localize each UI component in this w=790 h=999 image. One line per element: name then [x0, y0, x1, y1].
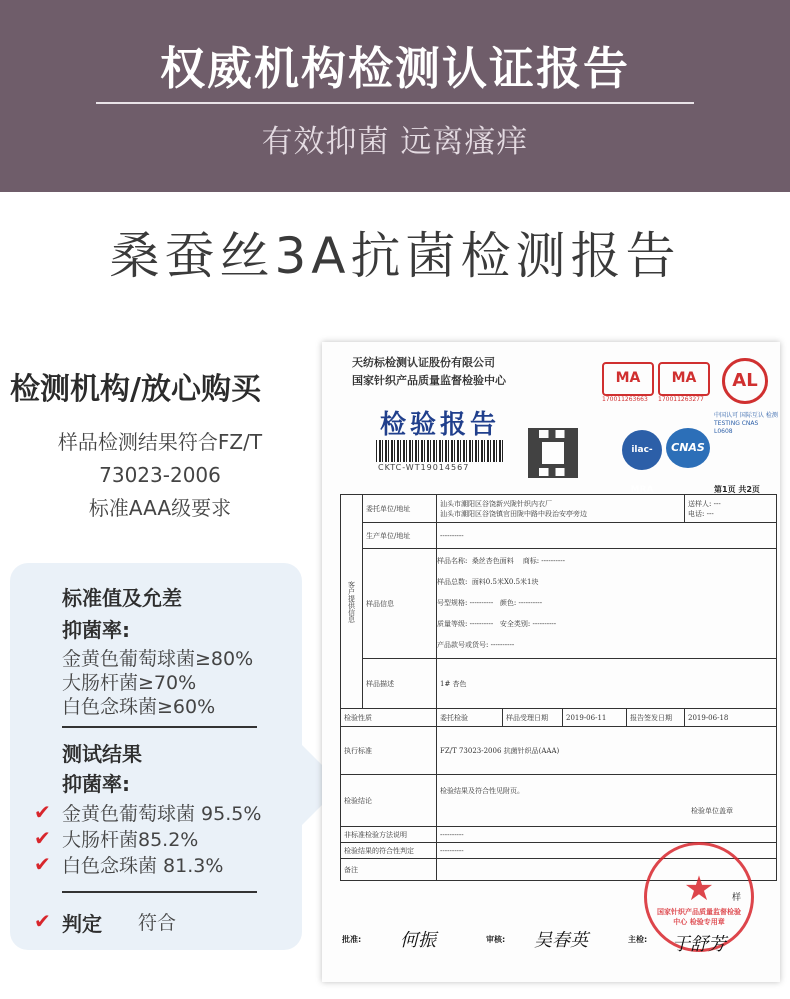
conclusion-stamp-label: 检验单位盖章: [691, 806, 733, 815]
safety-label: 安全类别:: [499, 620, 531, 628]
check-icon: ✔: [34, 800, 51, 824]
verdict-label: 判定: [62, 912, 102, 936]
product-no-label: 产品款号或货号:: [437, 641, 489, 649]
banner-title: 权威机构检测认证报告: [159, 42, 630, 95]
main-test-signature: 于舒芳: [672, 934, 726, 955]
cnas-note: 中国认可 国际互认 检测 TESTING CNAS L0608: [714, 412, 778, 435]
producer-label: 生产单位/地址: [363, 523, 437, 549]
judge-value: ----------: [437, 843, 777, 859]
check-icon: ✔: [34, 909, 51, 933]
main-test-label: 主检:: [628, 935, 648, 944]
dash: ---: [706, 509, 714, 518]
test-type-value: 委托检验: [437, 709, 503, 727]
standard-item: 白色念珠菌≥60%: [62, 696, 216, 718]
contact-label: 送样人:: [688, 499, 712, 508]
standard-item: 金黄色葡萄球菌≥80%: [62, 648, 254, 670]
issue-date-label: 报告签发日期: [627, 709, 685, 727]
client-section-label: 客户提供信息: [341, 495, 363, 709]
issue-date-value: 2019-06-18: [685, 709, 777, 727]
sample-desc-label: 样品描述: [363, 659, 437, 709]
standard-rate-label: 抑菌率:: [62, 618, 130, 642]
cma-seal-icon: MA: [602, 362, 654, 396]
barcode-icon: [376, 440, 504, 462]
report-document: [322, 342, 780, 982]
sample-name-value: 桑丝杏色面料: [471, 557, 514, 565]
report-table: [340, 494, 777, 881]
cma-seal-icon: MA: [658, 362, 710, 396]
check-icon: ✔: [34, 852, 51, 876]
description-line: 73023-2006: [99, 463, 221, 487]
banner-divider: [96, 102, 694, 104]
judge-label: 检验结果的符合性判定: [341, 843, 437, 859]
sample-mark: 样: [732, 893, 742, 903]
company-name: 天纺标检测认证股份有限公司: [352, 356, 495, 369]
conclusion-value: 检验结果及符合性见附页。: [440, 786, 524, 795]
client-unit-value: [437, 495, 685, 523]
result-item: 金黄色葡萄球菌 95.5%: [62, 803, 262, 825]
verdict-value: 符合: [138, 912, 177, 934]
header-banner: [0, 0, 790, 192]
result-item: 大肠杆菌85.2%: [62, 829, 199, 851]
review-signature: 吴春英: [534, 930, 588, 951]
client-name: 汕头市潮阳区谷饶新兴陇针织内衣厂: [440, 499, 552, 508]
cal-seal-icon: AL: [722, 358, 768, 404]
result-heading: 测试结果: [62, 742, 142, 766]
panel-divider: [62, 891, 257, 893]
stamp-text: 国家针织产品质量监督检验中心 检验专用章: [657, 908, 741, 926]
conclusion-cell: [437, 775, 777, 827]
page-title: 桑蚕丝3A抗菌检测报告: [109, 227, 681, 285]
description-line: 标准AAA级要求: [88, 496, 232, 520]
client-unit-label: 委托单位/地址: [363, 495, 437, 523]
client-address: 汕头市潮阳区谷饶镇官田陇中路中段治安亭旁边: [440, 509, 587, 518]
contact-cell: [685, 495, 777, 523]
institution-description: [20, 426, 300, 525]
cnas-icon: CNAS: [666, 428, 710, 468]
institution-title: 检测机构/放心购买: [10, 372, 261, 407]
review-label: 审核:: [486, 935, 506, 944]
sample-qty-label: 样品总数:: [437, 578, 468, 586]
sample-qty-value: 面料0.5米X0.5米1块: [471, 578, 539, 586]
star-icon: ★: [683, 869, 715, 909]
test-type-label: 检验性质: [341, 709, 437, 727]
result-rate-label: 抑菌率:: [62, 772, 130, 796]
nonstd-label: 非标准检验方法说明: [341, 827, 437, 843]
standard-label: 执行标准: [341, 727, 437, 775]
model-label: 号型规格:: [437, 599, 468, 607]
grade-label: 质量等级:: [437, 620, 468, 628]
standard-value: FZ/T 73023-2006 抗菌针织品(AAA): [437, 727, 777, 775]
standard-heading: 标准值及允差: [62, 586, 182, 610]
check-icon: ✔: [34, 826, 51, 850]
cma-number: 170011263277: [658, 396, 704, 403]
dash: ---: [713, 499, 721, 508]
ilac-mra-icon: ilac-MRA: [622, 430, 662, 470]
qr-code-icon: [528, 428, 578, 478]
center-name: 国家针织产品质量监督检验中心: [352, 374, 506, 387]
sample-info-label: 样品信息: [363, 549, 437, 659]
brand-label: 商标:: [522, 557, 540, 565]
color-label: 颜色:: [499, 599, 517, 607]
result-item: 白色念珠菌 81.3%: [62, 855, 224, 877]
page-number: 第1页 共2页: [714, 485, 760, 494]
standard-item: 大肠杆菌≥70%: [62, 672, 197, 694]
banner-subtitle: 有效抑菌 远离瘙痒: [261, 124, 529, 160]
sample-name-label: 样品名称:: [437, 557, 468, 565]
report-title: 检验报告: [380, 410, 501, 440]
description-line: 样品检测结果符合FZ/T: [57, 430, 263, 454]
producer-value: ----------: [437, 523, 777, 549]
cma-number: 170011263663: [602, 396, 648, 403]
panel-divider: [62, 726, 257, 728]
barcode-number: CKTC-WT19014567: [378, 463, 470, 472]
approve-signature: 何振: [400, 930, 436, 951]
receive-date-value: 2019-06-11: [563, 709, 627, 727]
conclusion-label: 检验结论: [341, 775, 437, 827]
nonstd-value: ----------: [437, 827, 777, 843]
remark-label: 备注: [341, 859, 437, 881]
receive-date-label: 样品受理日期: [503, 709, 563, 727]
phone-label: 电话:: [688, 509, 705, 518]
approve-label: 批准:: [342, 935, 362, 944]
sample-desc-value: 1# 杏色: [437, 659, 777, 709]
sample-info-cell: 样品名称: 桑丝杏色面料 商标: ---------- 样品总数: 面料0.5米X0.5米1块 号型规格: ---------- 颜色: ---------- 质量等级: ---------- 安全类别: ---------- 产品款号或货号: ----------: [437, 549, 777, 659]
